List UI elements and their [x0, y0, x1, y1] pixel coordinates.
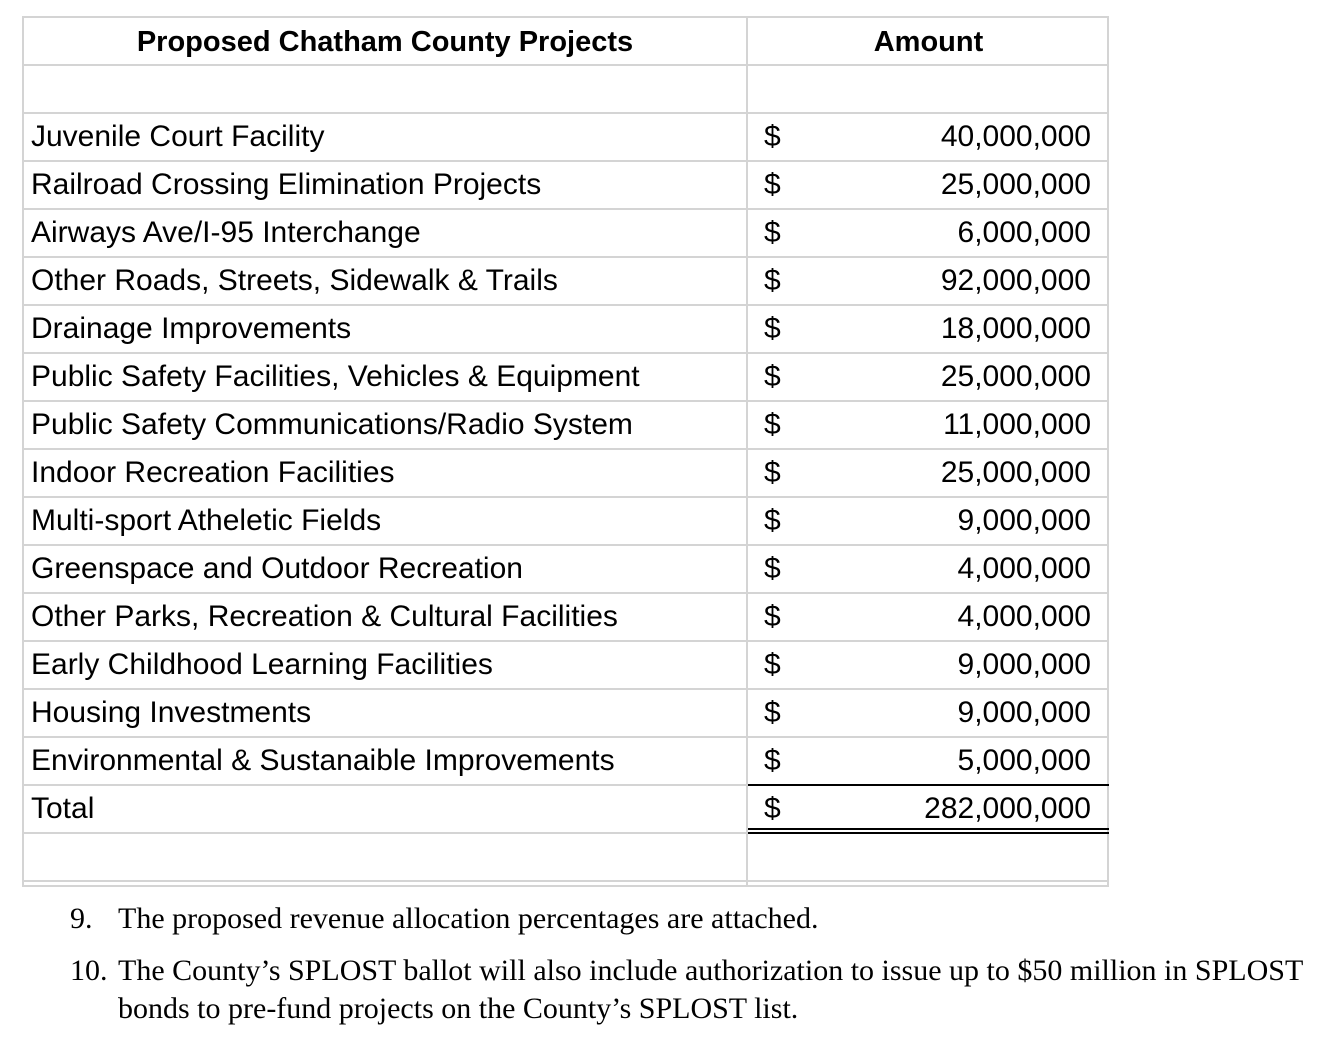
note-number: 9.: [70, 902, 93, 935]
table-header-row: [24, 18, 1107, 66]
table-row: [24, 546, 1107, 594]
table-row: [24, 306, 1107, 354]
table-row: [24, 690, 1107, 738]
total-label: Total: [31, 792, 95, 825]
currency-symbol: $: [764, 120, 781, 153]
project-amount: 25,000,000: [940, 168, 1091, 201]
project-name: Other Parks, Recreation & Cultural Facilities: [31, 600, 618, 633]
project-amount: 18,000,000: [940, 312, 1091, 345]
total-amount: 282,000,000: [924, 792, 1091, 825]
project-name: Early Childhood Learning Facilities: [31, 648, 493, 681]
project-name: Other Roads, Streets, Sidewalk & Trails: [31, 264, 558, 297]
currency-symbol: $: [764, 552, 781, 585]
total-row: [24, 786, 1107, 834]
project-amount: 4,000,000: [957, 600, 1091, 633]
project-name: Environmental & Sustanaible Improvements: [31, 744, 615, 777]
project-amount: 4,000,000: [957, 552, 1091, 585]
currency-symbol: $: [764, 744, 781, 777]
table-row: [24, 210, 1107, 258]
project-column-header: Proposed Chatham County Projects: [136, 26, 634, 58]
table-row: [24, 354, 1107, 402]
project-name: Housing Investments: [31, 696, 312, 729]
project-amount: 92,000,000: [940, 264, 1091, 297]
blank-spacer-row: [24, 66, 1107, 114]
project-name: Multi-sport Atheletic Fields: [31, 504, 382, 537]
project-name: Airways Ave/I-95 Interchange: [31, 216, 421, 249]
currency-symbol: $: [764, 600, 781, 633]
currency-symbol: $: [764, 360, 781, 393]
project-amount: 25,000,000: [940, 360, 1091, 393]
blank-bottom-row: [24, 834, 1107, 882]
amount-column-header: Amount: [873, 26, 984, 58]
table-row: [24, 258, 1107, 306]
table-row: [24, 450, 1107, 498]
note-text: The proposed revenue allocation percentages are attached.: [118, 902, 819, 935]
table-row: [24, 642, 1107, 690]
project-amount: 25,000,000: [940, 456, 1091, 489]
note-number: 10.: [70, 954, 108, 987]
project-name: Railroad Crossing Elimination Projects: [31, 168, 542, 201]
table-row: [24, 738, 1107, 786]
sum-underline: [748, 784, 1109, 786]
project-name: Indoor Recreation Facilities: [31, 456, 395, 489]
table-row: [24, 594, 1107, 642]
project-amount: 6,000,000: [957, 216, 1091, 249]
currency-symbol: $: [764, 696, 781, 729]
table-row: [24, 402, 1107, 450]
project-amount: 5,000,000: [957, 744, 1091, 777]
note-item: [70, 952, 1320, 1028]
table-row: [24, 498, 1107, 546]
note-text: The County’s SPLOST ballot will also include authorization to issue up to $50 million in SPLOST bonds to pre-fund projects on the County’s SPLOST list.: [118, 954, 1303, 1025]
project-amount: 9,000,000: [957, 696, 1091, 729]
project-amount: 9,000,000: [957, 504, 1091, 537]
projects-table: [22, 16, 1109, 887]
project-amount: 9,000,000: [957, 648, 1091, 681]
table-row: [24, 114, 1107, 162]
currency-symbol: $: [764, 168, 781, 201]
project-name: Public Safety Communications/Radio System: [31, 408, 633, 441]
project-name: Juvenile Court Facility: [31, 120, 325, 153]
currency-symbol: $: [764, 408, 781, 441]
project-name: Public Safety Facilities, Vehicles & Equipment: [31, 360, 640, 393]
project-name: Drainage Improvements: [31, 312, 352, 345]
currency-symbol: $: [764, 264, 781, 297]
project-name: Greenspace and Outdoor Recreation: [31, 552, 523, 585]
currency-symbol: $: [764, 504, 781, 537]
project-amount: 11,000,000: [943, 408, 1091, 441]
currency-symbol: $: [764, 456, 781, 489]
total-currency-symbol: $: [764, 792, 781, 825]
table-row: [24, 162, 1107, 210]
project-amount: 40,000,000: [940, 120, 1091, 153]
currency-symbol: $: [764, 312, 781, 345]
currency-symbol: $: [764, 216, 781, 249]
numbered-notes: [70, 900, 1320, 1042]
currency-symbol: $: [764, 648, 781, 681]
note-item: [70, 900, 1320, 938]
